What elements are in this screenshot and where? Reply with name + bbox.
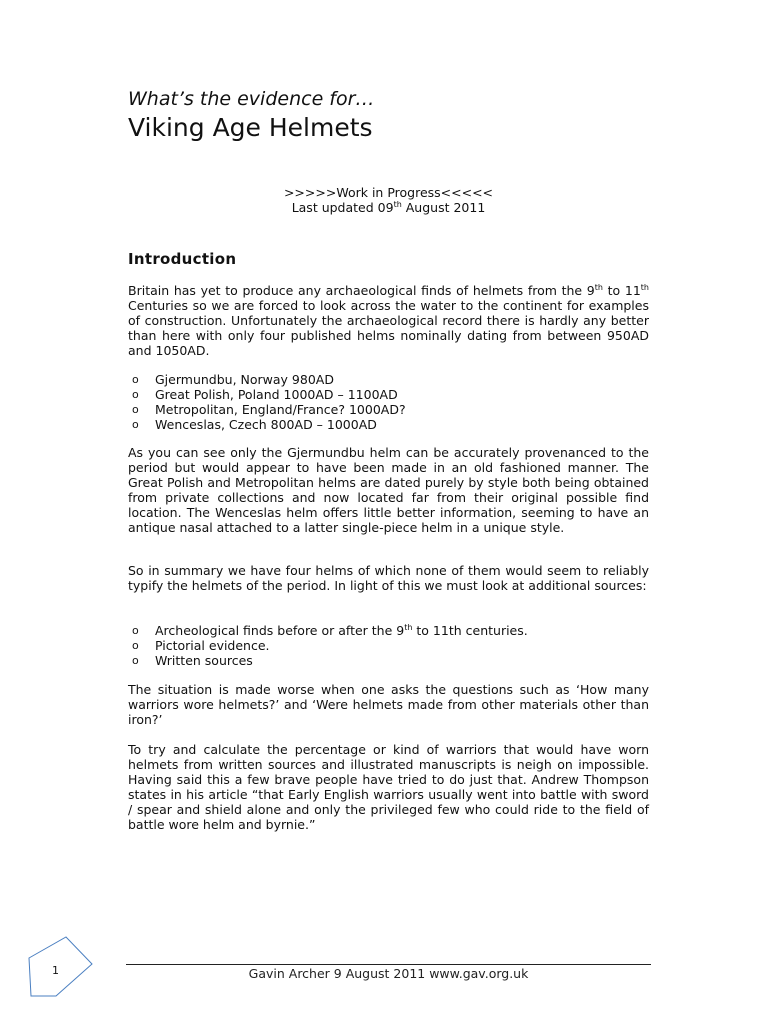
page-number-badge-icon	[26, 936, 96, 1000]
last-updated-month: August 2011	[401, 200, 486, 215]
paragraph-summary: So in summary we have four helms of which none of them would seem to reliably typify the helmets of the period. In light of this we must look at additional sources:	[128, 563, 649, 593]
bullet-icon: o	[132, 624, 139, 637]
ordinal-sup: th	[404, 623, 413, 632]
paragraph-questions: The situation is made worse when one asks the questions such as ‘How many warriors wore helmets?’ and ‘Were helmets made from other materials other than iron?’	[128, 682, 649, 727]
list-item	[128, 638, 528, 653]
footer-divider	[126, 964, 651, 965]
document-title: Viking Age Helmets	[128, 113, 373, 142]
paragraph-calculation: To try and calculate the percentage or kind of warriors that would have worn helmets from written sources and illustrated manuscripts is neigh on impossible. Having said this a few brave people have tried to do just that. Andrew Thompson states in his article “that Early English warriors usually went into battle with sword / spear and shield alone and only the privileged few who could ride to the field of battle wore helm and byrnie.”	[128, 742, 649, 832]
document-subtitle: What’s the evidence for…	[128, 88, 375, 110]
helm-list	[128, 372, 406, 432]
list-item-text: Pictorial evidence.	[155, 638, 270, 653]
list-item-text: Written sources	[155, 653, 253, 668]
list-item-text: Gjermundbu, Norway 980AD	[155, 372, 334, 387]
list-item	[128, 417, 406, 432]
list-item	[128, 387, 406, 402]
bullet-icon: o	[132, 639, 139, 652]
list-item-text: Wenceslas, Czech 800AD – 1000AD	[155, 417, 377, 432]
paragraph-intro-part-a: Britain has yet to produce any archaeological finds of helmets from the 9	[128, 283, 595, 298]
ordinal-sup: th	[594, 283, 603, 292]
bullet-icon: o	[132, 388, 139, 401]
bullet-icon: o	[132, 373, 139, 386]
list-item-text: Archeological finds before or after the 9	[155, 623, 405, 638]
ordinal-sup: th	[640, 283, 650, 292]
list-item	[128, 402, 406, 417]
paragraph-provenance: As you can see only the Gjermundbu helm can be accurately provenanced to the period but would appear to have been made in an old fashioned manner. The Great Polish and Metropolitan helms are dated purely by style both being obtained from private collections and now located far from their original possible find location. The Wenceslas helm offers little better information, seeming to have an antique nasal attached to a latter single-piece helm in a unique style.	[128, 445, 649, 535]
page-number: 1	[52, 964, 59, 977]
section-heading-introduction: Introduction	[128, 250, 237, 268]
paragraph-intro	[128, 283, 649, 358]
last-updated-ordinal: th	[393, 200, 402, 209]
list-item-text: Metropolitan, England/France? 1000AD?	[155, 402, 406, 417]
list-item	[128, 623, 528, 638]
list-item	[128, 653, 528, 668]
work-in-progress-notice: >>>>>Work in Progress<<<<<	[283, 185, 494, 200]
bullet-icon: o	[132, 418, 139, 431]
bullet-icon: o	[132, 403, 139, 416]
list-item-text: Great Polish, Poland 1000AD – 1100AD	[155, 387, 398, 402]
paragraph-intro-part-b: to 11	[602, 283, 641, 298]
list-item	[128, 372, 406, 387]
footer-text: Gavin Archer 9 August 2011 www.gav.org.uk	[248, 966, 529, 981]
bullet-icon: o	[132, 654, 139, 667]
list-item-text-end: to 11th centuries.	[412, 623, 528, 638]
last-updated-text: Last updated 09	[291, 200, 394, 215]
sources-list	[128, 623, 528, 668]
paragraph-intro-part-c: Centuries so we are forced to look across the water to the continent for examples of construction. Unfortunately the archaeological record there is hardly any better than here with only four published helms nominally dating from between 950AD and 1050AD.	[128, 298, 649, 358]
last-updated-line	[128, 200, 649, 215]
